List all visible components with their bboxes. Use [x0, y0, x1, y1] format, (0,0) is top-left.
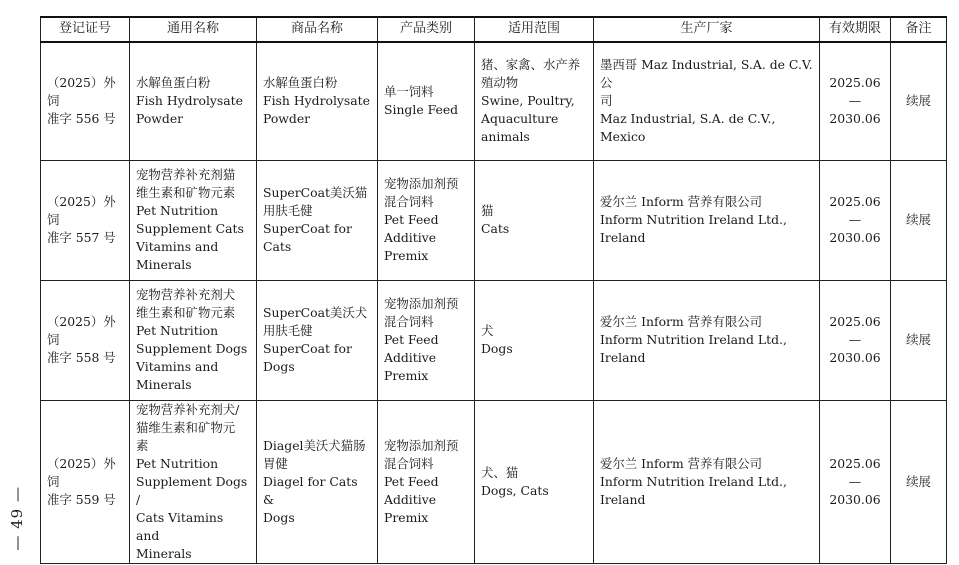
validity-cell	[820, 42, 891, 160]
generic-name-cell-line: Fish Hydrolysate	[136, 93, 243, 109]
header-manufacturer: 生产厂家	[594, 17, 820, 42]
generic-name-cell	[130, 160, 257, 280]
reg-no-cell	[41, 400, 130, 563]
trade-name-cell-line: Dogs	[263, 509, 295, 525]
validity-cell-line: 2025.06—	[829, 194, 881, 227]
scope-cell-line: 犬	[481, 323, 494, 338]
reg-no-cell-line: 准字 556 号	[47, 111, 116, 127]
generic-name-cell-line: Minerals	[136, 377, 192, 392]
reg-no-cell	[41, 280, 130, 400]
reg-no-cell-line: 准字 558 号	[47, 350, 116, 365]
generic-name-cell	[130, 280, 257, 400]
trade-name-cell-line: Fish Hydrolysate	[263, 93, 370, 109]
manufacturer-cell	[594, 280, 820, 400]
category-cell-line: Pet Feed	[384, 473, 439, 489]
generic-name-cell-line: Powder	[136, 111, 184, 127]
generic-name-cell-line: 猫维生素和矿物元	[136, 419, 236, 435]
generic-name-cell-line: 维生素和矿物元素	[136, 185, 236, 200]
category-cell-line: Additive	[384, 350, 437, 365]
validity-cell	[820, 400, 891, 563]
category-cell-line: Single Feed	[384, 102, 459, 118]
trade-name-cell-line: SuperCoat for Dogs	[263, 341, 352, 374]
scope-cell-line: Cats	[481, 221, 510, 236]
generic-name-cell-line: 宠物营养补充剂猫	[136, 167, 236, 182]
category-cell	[378, 42, 475, 160]
note-cell: 续展	[891, 42, 947, 160]
generic-name-cell-line: Vitamins and	[136, 239, 219, 254]
generic-name-cell-line: Vitamins and	[136, 359, 219, 374]
table-row	[41, 280, 947, 400]
category-cell-line: 宠物添加剂预	[384, 296, 459, 311]
header-scope: 适用范围	[475, 17, 594, 42]
generic-name-cell-line: 宠物营养补充剂犬/	[136, 401, 240, 417]
manufacturer-cell-line: 爱尔兰 Inform 营养有限公司	[600, 314, 762, 329]
validity-cell-line: 2030.06	[829, 230, 881, 245]
category-cell	[378, 280, 475, 400]
category-cell	[378, 160, 475, 280]
page-number: — 49 —	[8, 486, 26, 551]
header-reg-no: 登记证号	[41, 17, 130, 42]
validity-cell-line: 2030.06	[829, 111, 881, 127]
table-row	[41, 400, 947, 563]
generic-name-cell-line: 维生素和矿物元素	[136, 305, 236, 320]
generic-name-cell-line: Cats Vitamins and	[136, 509, 224, 543]
manufacturer-cell-line: 爱尔兰 Inform 营养有限公司	[600, 194, 762, 209]
reg-no-cell-line: 准字 559 号	[47, 491, 116, 507]
scope-cell-line: animals	[481, 129, 530, 145]
scope-cell-line: 犬、猫	[481, 464, 519, 480]
trade-name-cell	[257, 42, 378, 160]
reg-no-cell-line: （2025）外饲	[47, 75, 116, 109]
reg-no-cell-line: （2025）外饲	[47, 314, 116, 347]
manufacturer-cell-line: 墨西哥 Maz Industrial, S.A. de C.V.公	[600, 57, 813, 91]
trade-name-cell-line: SuperCoat for Cats	[263, 221, 352, 254]
validity-cell-line: 2025.06—	[829, 314, 881, 347]
category-cell-line: Premix	[384, 248, 429, 263]
trade-name-cell-line: SuperCoat美沃犬	[263, 305, 368, 320]
trade-name-cell-line: 胃健	[263, 455, 288, 471]
validity-cell	[820, 160, 891, 280]
header-generic-name: 通用名称	[130, 17, 257, 42]
generic-name-cell	[130, 400, 257, 563]
generic-name-cell-line: Minerals	[136, 257, 192, 272]
manufacturer-cell-line: Inform Nutrition Ireland Ltd., Ireland	[600, 332, 787, 365]
scope-cell-line: Dogs	[481, 341, 513, 356]
scope-cell-line: 猪、家禽、水产养	[481, 57, 581, 73]
trade-name-cell	[257, 280, 378, 400]
reg-no-cell	[41, 42, 130, 160]
header-trade-name: 商品名称	[257, 17, 378, 42]
registration-table	[40, 16, 947, 564]
validity-cell-line: 2025.06—	[829, 75, 881, 109]
scope-cell-line: 猫	[481, 203, 494, 218]
trade-name-cell-line: Powder	[263, 111, 311, 127]
note-cell: 续展	[891, 280, 947, 400]
manufacturer-cell	[594, 400, 820, 563]
category-cell-line: 宠物添加剂预	[384, 176, 459, 191]
header-validity: 有效期限	[820, 17, 891, 42]
header-note: 备注	[891, 17, 947, 42]
manufacturer-cell-line: Maz Industrial, S.A. de C.V., Mexico	[600, 111, 776, 145]
validity-cell-line: 2025.06—	[829, 455, 881, 489]
validity-cell	[820, 280, 891, 400]
reg-no-cell	[41, 160, 130, 280]
manufacturer-cell-line: 爱尔兰 Inform 营养有限公司	[600, 455, 762, 471]
trade-name-cell-line: SuperCoat美沃猫	[263, 185, 368, 200]
category-cell-line: Pet Feed	[384, 332, 439, 347]
category-cell-line: Premix	[384, 509, 429, 525]
category-cell-line: Additive	[384, 230, 437, 245]
manufacturer-cell	[594, 160, 820, 280]
generic-name-cell-line: 水解鱼蛋白粉	[136, 75, 211, 91]
trade-name-cell-line: 用肤毛健	[263, 203, 313, 218]
generic-name-cell-line: Supplement Dogs /	[136, 473, 248, 507]
scope-cell	[475, 160, 594, 280]
scope-cell	[475, 280, 594, 400]
generic-name-cell-line: Supplement Cats	[136, 221, 244, 236]
scope-cell-line: Aquaculture	[481, 111, 559, 127]
generic-name-cell-line: Pet Nutrition	[136, 455, 219, 471]
reg-no-cell-line: （2025）外饲	[47, 455, 116, 489]
trade-name-cell-line: 用肤毛健	[263, 323, 313, 338]
category-cell-line: 单一饲料	[384, 84, 434, 100]
generic-name-cell-line: Pet Nutrition	[136, 323, 219, 338]
scope-cell-line: Dogs, Cats	[481, 482, 549, 498]
generic-name-cell	[130, 42, 257, 160]
category-cell-line: 混合饲料	[384, 455, 434, 471]
scope-cell-line: 殖动物	[481, 75, 519, 91]
category-cell-line: 宠物添加剂预	[384, 437, 459, 453]
table-row	[41, 42, 947, 160]
category-cell-line: 混合饲料	[384, 194, 434, 209]
reg-no-cell-line: （2025）外饲	[47, 194, 116, 227]
generic-name-cell-line: Pet Nutrition	[136, 203, 219, 218]
note-cell: 续展	[891, 160, 947, 280]
generic-name-cell-line: Supplement Dogs	[136, 341, 248, 356]
trade-name-cell-line: 水解鱼蛋白粉	[263, 75, 338, 91]
manufacturer-cell	[594, 42, 820, 160]
scope-cell	[475, 42, 594, 160]
header-row	[41, 17, 947, 42]
header-category: 产品类别	[378, 17, 475, 42]
category-cell-line: Pet Feed	[384, 212, 439, 227]
manufacturer-cell-line: Inform Nutrition Ireland Ltd., Ireland	[600, 473, 787, 507]
note-cell: 续展	[891, 400, 947, 563]
category-cell-line: 混合饲料	[384, 314, 434, 329]
generic-name-cell-line: 宠物营养补充剂犬	[136, 287, 236, 302]
category-cell-line: Premix	[384, 368, 429, 383]
generic-name-cell-line: 素	[136, 437, 149, 453]
scope-cell	[475, 400, 594, 563]
category-cell-line: Additive	[384, 491, 437, 507]
trade-name-cell	[257, 160, 378, 280]
validity-cell-line: 2030.06	[829, 350, 881, 365]
manufacturer-cell-line: 司	[600, 93, 613, 109]
trade-name-cell-line: Diagel美沃犬猫肠	[263, 437, 366, 453]
validity-cell-line: 2030.06	[829, 491, 881, 507]
table-row	[41, 160, 947, 280]
reg-no-cell-line: 准字 557 号	[47, 230, 116, 245]
generic-name-cell-line: Minerals	[136, 545, 192, 561]
trade-name-cell-line: Diagel for Cats &	[263, 473, 358, 507]
scope-cell-line: Swine, Poultry,	[481, 93, 575, 109]
trade-name-cell	[257, 400, 378, 563]
category-cell	[378, 400, 475, 563]
manufacturer-cell-line: Inform Nutrition Ireland Ltd., Ireland	[600, 212, 787, 245]
